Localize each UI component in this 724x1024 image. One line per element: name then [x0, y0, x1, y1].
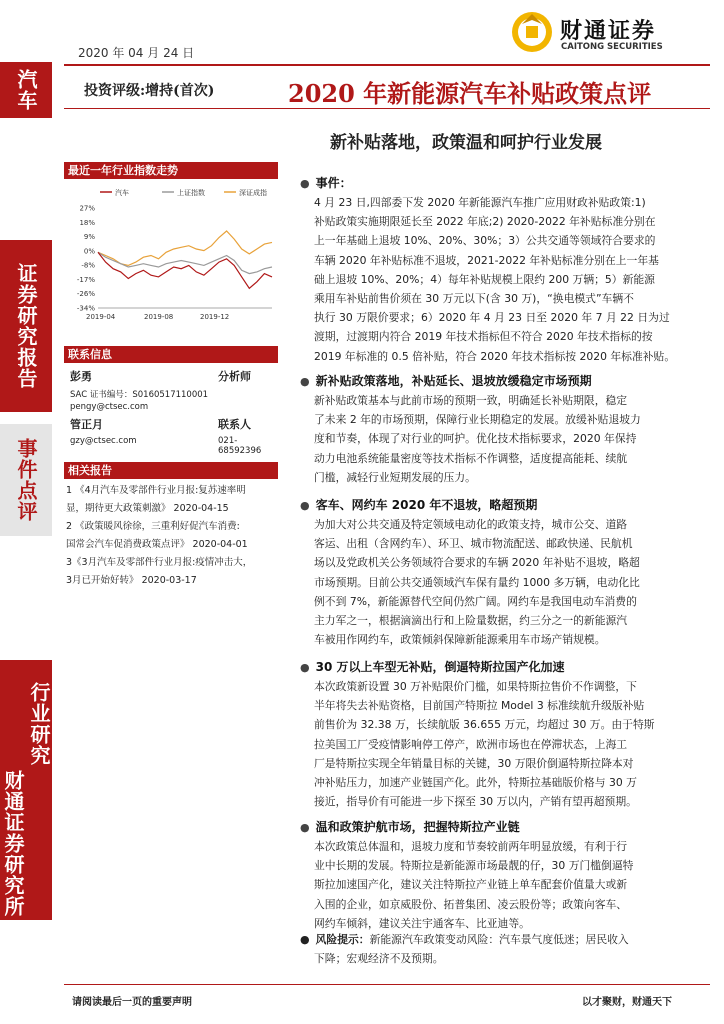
sidebar-section	[0, 424, 52, 536]
section-tesla	[300, 658, 710, 811]
sidebar-bottom-right: 财通证券研究所	[1, 770, 25, 917]
email1-link[interactable]: pengy@ctsec.com	[70, 402, 149, 412]
logo-cn-text: 财通证券	[560, 18, 657, 44]
risk-line	[300, 930, 710, 949]
body-line: 门槛，减轻行业短期发展的压力。	[314, 470, 476, 484]
body-line: 入围的企业，如京威股份、拓普集团、凌云股份等；政策向客车、	[314, 897, 628, 911]
contact-block	[68, 366, 280, 462]
sidebar-middle-label: 证券研究报告	[14, 263, 38, 389]
section-event	[300, 174, 710, 366]
body-line: 冲补贴压力，加速产业链国产化。此外，特斯拉基础版价格与 30 万	[314, 776, 637, 790]
title-divider	[64, 108, 710, 109]
risk-body	[300, 930, 710, 968]
sidebar-top	[0, 62, 52, 118]
body-line: 市场预期。目前公共交通领域汽车保有量约 1000 多万辆，电动化比	[314, 575, 640, 589]
series-line-2	[98, 231, 272, 265]
analyst1-name: 彭勇	[70, 370, 92, 383]
risk-text: 新能源汽车政策变动风险：汽车景气度低迷；居民收入	[369, 933, 629, 946]
section-title	[300, 496, 710, 513]
body-line: 客运、出租（含网约车）、环卫、城市物流配送、邮政快递、民航机	[314, 537, 633, 551]
body-line: 业中长期的发展。特斯拉是新能源市场最靓的仔，30 万门槛倒逼特	[314, 859, 634, 873]
phone-number: 021-68592396	[218, 436, 262, 456]
related-report-1[interactable]	[66, 482, 280, 518]
body-line: 新补贴政策基本与此前市场的预期一致，明确延长补贴期限，稳定	[314, 394, 628, 407]
body-line: 4 月 23 日,四部委下发 2020 年新能源汽车推广应用财政补贴政策:1)	[314, 196, 646, 209]
coin-logo-icon	[508, 10, 556, 54]
section-body	[300, 391, 710, 487]
body-line: 本次政策新设置 30 万补贴限价门槛，如果特斯拉售价不作调整，下	[314, 680, 637, 693]
y-tick-label: -17%	[76, 275, 95, 284]
legend-label: 汽车	[115, 189, 129, 197]
related-report-line: 3月已开始好转》 2020-03-17	[66, 575, 197, 586]
section-title	[300, 174, 710, 191]
series-line-0	[98, 252, 272, 288]
section-title	[300, 658, 710, 675]
sidebar-bottom-left: 行业研究	[27, 682, 51, 766]
report-date: 2020 年 04 月 24 日	[78, 46, 195, 60]
related-report-line: 3《3月汽车及零部件行业月报:疫情冲击大，	[66, 557, 253, 568]
body-line: 半年将失去补贴资格，目前国产特斯拉 Model 3 标准续航升级版补贴	[314, 699, 645, 713]
section-outlook	[300, 818, 710, 933]
investment-rating: 投资评级:增持(首次)	[84, 83, 215, 99]
section-title-text: 客车、网约车 2020 年不退坡，略超预期	[315, 498, 538, 512]
company-logo	[506, 10, 706, 58]
analyst1-role: 分析师	[218, 370, 251, 383]
section-body	[300, 837, 710, 933]
body-line: 场以及党政机关公务领域符合要求的车辆 2020 年补贴不退坡，略超	[314, 556, 640, 570]
body-line: 本次政策总体温和，退坡力度和节奏较前两年明显放缓，有利于行	[314, 840, 628, 853]
y-tick-label: 9%	[83, 233, 95, 242]
series-line-1	[98, 252, 272, 273]
body-line: 车辆 2020 年补贴标准不退坡，2021-2022 年补贴标准分别在上一年基	[314, 253, 659, 267]
body-line: 接近，指导价有可能进一步下探至 30 万以内，产销有望再超预期。	[314, 795, 637, 809]
y-tick-label: -34%	[76, 304, 95, 313]
email2-link[interactable]: gzy@ctsec.com	[70, 436, 137, 446]
body-line: 车被用作网约车，政策倾斜保障新能源乘用车市场产销规模。	[314, 633, 606, 647]
body-line: 斯拉加速国产化，建议关注特斯拉产业链上单车配套价值量大或新	[314, 878, 628, 892]
bullet-icon: ●	[300, 177, 310, 190]
footer-divider	[64, 984, 710, 985]
body-line: 网约车倾斜，建议关注宇通客车、比亚迪等。	[314, 916, 530, 930]
body-line: 了未来 2 年的市场预期，保障行业长期稳定的发展。放缓补贴退坡力	[314, 413, 641, 427]
sidebar-top-label: 汽车	[14, 69, 38, 111]
body-line: 度和节奏，体现了对行业的呵护。优化技术指标要求，2020 年保持	[314, 432, 637, 446]
sac-number: SAC 证书编号：S0160517110001	[70, 390, 209, 400]
chart-panel-head: 最近一年行业指数走势	[64, 162, 278, 179]
section-title-text: 30 万以上车型无补贴，倒逼特斯拉国产化加速	[315, 660, 565, 674]
sidebar-middle	[0, 240, 52, 412]
section-bus	[300, 496, 710, 649]
body-line: 乘用车补贴前售价须在 30 万元以下(含 30 万)，“换电模式”车辆不	[314, 292, 634, 306]
x-tick-label: 2019-12	[200, 313, 230, 321]
related-report-line: 2 《政策暖风徐徐，三重利好促汽车消费:	[66, 521, 240, 532]
bullet-icon: ●	[300, 661, 310, 674]
report-subtitle: 新补贴落地，政策温和呵护行业发展	[330, 133, 602, 153]
body-line: 础上退坡 10%、20%；4）每年补贴规模上限约 200 万辆；5）新能源	[314, 272, 655, 286]
x-tick-label: 2019-08	[144, 313, 174, 321]
bullet-icon: ●	[300, 933, 310, 946]
industry-index-chart	[64, 182, 280, 330]
related-report-line: 1 《4月汽车及零部件行业月报:复苏速率明	[66, 485, 246, 496]
body-line: 动力电池系统能量密度等技术指标不作调整，适度提高能耗、续航	[314, 451, 628, 465]
sidebar-section-label: 事件点评	[14, 438, 38, 522]
section-policy	[300, 372, 710, 487]
body-line: 厂是特斯拉实现全年销量目标的关键，30 万限价倒逼特斯拉降本对	[314, 756, 634, 770]
section-title-text: 温和政策护航市场，把握特斯拉产业链	[315, 820, 520, 834]
section-body	[300, 193, 710, 366]
bullet-icon: ●	[300, 821, 310, 834]
body-line: 主力军之一，根据滴滴出行和上险量数据，约三分之一的新能源汽	[314, 614, 628, 628]
report-title: 2020 年新能源汽车补贴政策点评	[288, 79, 652, 108]
contact-panel-head: 联系信息	[64, 346, 278, 363]
section-title	[300, 818, 710, 835]
body-line: 补贴政策实施期限延长至 2022 年底;2) 2020-2022 年补贴标准分别在	[314, 215, 656, 229]
analyst2-name: 管正月	[70, 418, 103, 431]
body-line: 执行 30 万限价要求；6）2020 年 4 月 23 日至 2020 年 7 月 22 日为过	[314, 311, 670, 325]
related-report-2[interactable]	[66, 518, 280, 554]
analyst2-role: 联系人	[218, 418, 251, 431]
related-report-3[interactable]	[66, 554, 280, 590]
related-report-line: 国常会汽车促消费政策点评》 2020-04-01	[66, 539, 248, 550]
section-title-text: 事件：	[315, 176, 352, 190]
body-line: 上一年基础上退坡 10%、20%、30%；3）公共交通等领域符合要求的	[314, 234, 656, 248]
section-body	[300, 677, 710, 811]
y-tick-label: -26%	[76, 290, 95, 299]
header-divider	[64, 64, 710, 66]
legend-label: 深证成指	[239, 189, 267, 197]
y-tick-label: 18%	[79, 218, 95, 227]
logo-en-text: CAITONG SECURITIES	[561, 42, 663, 52]
footer-disclaimer: 请阅读最后一页的重要声明	[72, 997, 192, 1008]
body-line: 拉美国工厂受疫情影响停工停产，欧洲市场也在停滞状态，上海工	[314, 737, 628, 751]
section-title-text: 新补贴政策落地，补贴延长、退坡放缓稳定市场预期	[315, 374, 592, 388]
risk-line: 下降；宏观经济不及预期。	[314, 952, 444, 966]
section-title	[300, 372, 710, 389]
y-tick-label: 0%	[83, 247, 95, 256]
body-line: 渡期，过渡期内符合 2019 年技术指标但不符合 2020 年技术指标的按	[314, 330, 653, 344]
legend-label: 上证指数	[177, 189, 205, 197]
body-line: 2019 年标准的 0.5 倍补贴，符合 2020 年技术指标按 2020 年标准补贴。	[314, 349, 676, 363]
body-line: 为加大对公共交通及特定领域电动化的政策支持，城市公交、道路	[314, 518, 628, 531]
y-tick-label: 27%	[79, 204, 95, 213]
body-line: 前售价为 32.38 万，长续航版 36.655 万元，均超过 30 万。由于特斯	[314, 718, 655, 732]
bullet-icon: ●	[300, 375, 310, 388]
risk-title: 风险提示：	[315, 933, 370, 946]
related-panel-head: 相关报告	[64, 462, 278, 479]
bullet-icon: ●	[300, 499, 310, 512]
risk-warning	[300, 930, 710, 968]
sidebar-bottom	[0, 660, 52, 920]
related-report-line: 显，期待更大政策刺激》 2020-04-15	[66, 503, 229, 514]
x-tick-label: 2019-04	[86, 313, 116, 321]
section-body	[300, 515, 710, 649]
body-line: 例不到 7%，新能源替代空间仍然广阔。网约车是我国电动车消费的	[314, 594, 637, 608]
footer-slogan: 以才聚财，财通天下	[582, 997, 672, 1008]
y-tick-label: -8%	[81, 261, 95, 270]
